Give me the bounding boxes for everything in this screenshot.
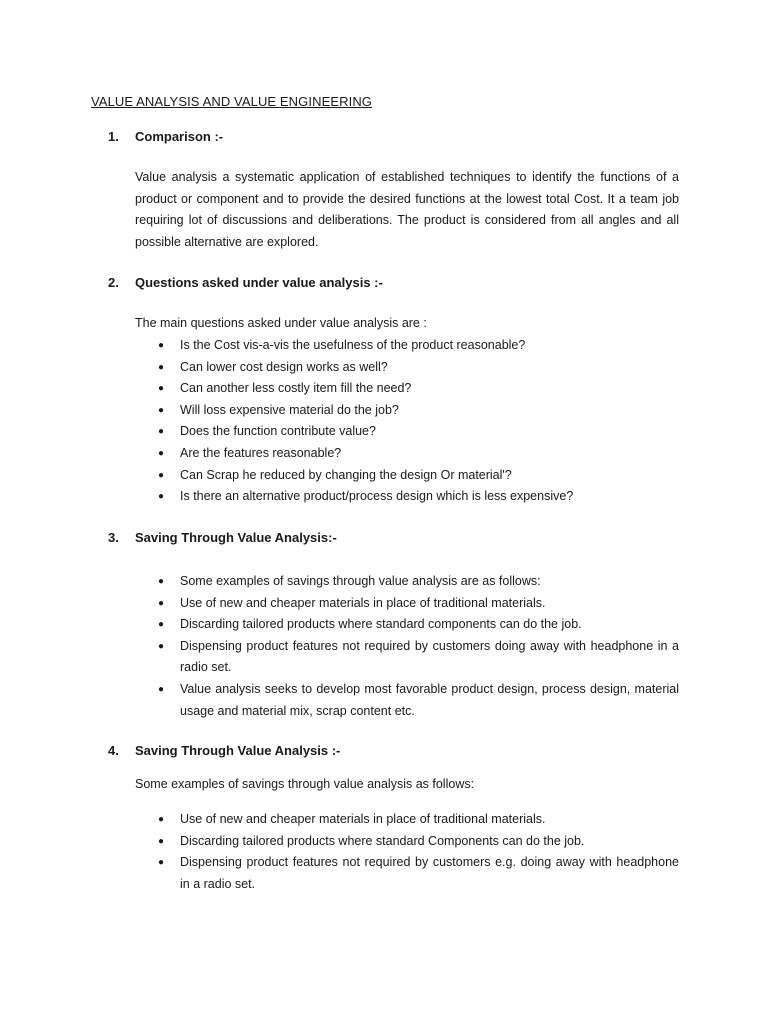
section-2-intro: The main questions asked under value analysis are : <box>135 316 427 330</box>
section-1-number: 1. <box>108 129 119 144</box>
list-item <box>135 636 679 679</box>
section-1-heading <box>108 129 223 144</box>
list-item <box>135 809 679 831</box>
list-item <box>135 465 679 487</box>
list-item-text: Dispensing product features not required by customers doing away with headphone in a radio set. <box>180 638 679 675</box>
section-4-savings-list <box>135 809 679 895</box>
list-item-text: Discarding tailored products where standard components can do the job. <box>180 617 582 632</box>
list-item-text: Can lower cost design works as well? <box>180 359 388 374</box>
list-item <box>135 571 679 593</box>
list-item <box>135 486 679 508</box>
section-3-number: 3. <box>108 530 119 545</box>
list-item-text: Use of new and cheaper materials in place of traditional materials. <box>180 812 546 826</box>
bullet-icon: ● <box>158 576 165 587</box>
section-2-title: Questions asked under value analysis :- <box>135 275 383 290</box>
section-3-title: Saving Through Value Analysis:- <box>135 530 337 545</box>
list-item-text: Is there an alternative product/process design which is less expensive? <box>180 489 574 504</box>
section-2-heading <box>108 275 383 290</box>
section-4-intro: Some examples of savings through value analysis as follows: <box>135 777 475 791</box>
bullet-icon: ● <box>158 835 165 847</box>
list-item <box>135 400 679 422</box>
bullet-icon: ● <box>158 404 165 416</box>
bullet-icon: ● <box>158 857 165 869</box>
list-item <box>135 421 679 443</box>
list-item-text: Can another less costly item fill the need? <box>180 381 412 396</box>
list-item <box>135 852 679 895</box>
list-item-text: Can Scrap he reduced by changing the design Or material'? <box>180 467 512 482</box>
list-item-text: Will loss expensive material do the job? <box>180 402 399 417</box>
bullet-icon: ● <box>158 640 165 652</box>
bullet-icon: ● <box>158 383 165 395</box>
bullet-icon: ● <box>158 619 165 631</box>
section-3-heading <box>108 530 337 545</box>
bullet-icon: ● <box>158 447 165 459</box>
list-item-text: Are the features reasonable? <box>180 445 342 460</box>
list-item <box>135 335 679 357</box>
section-2-question-list <box>135 335 679 508</box>
bullet-icon: ● <box>158 469 165 481</box>
list-item-text: Value analysis seeks to develop most favorable product design, process design, material usage and material mix, scrap content etc. <box>180 681 679 718</box>
bullet-icon: ● <box>158 426 165 438</box>
list-item-text: Does the function contribute value? <box>180 424 376 439</box>
list-item <box>135 593 679 615</box>
section-3-savings-list <box>135 571 679 722</box>
bullet-icon: ● <box>158 597 165 609</box>
bullet-icon: ● <box>158 361 165 373</box>
list-item <box>135 614 679 636</box>
section-1-title: Comparison :- <box>135 129 224 144</box>
list-item <box>135 357 679 379</box>
section-2-number: 2. <box>108 275 119 290</box>
list-item-text: Dispensing product features not required by customers e.g. doing away with headphone in a radio set. <box>180 855 679 891</box>
list-item <box>135 679 679 722</box>
list-item <box>135 378 679 400</box>
bullet-icon: ● <box>158 340 165 351</box>
list-item-text: Discarding tailored products where standard Components can do the job. <box>180 833 585 848</box>
list-item-text: Is the Cost vis-a-vis the usefulness of the product reasonable? <box>180 338 526 352</box>
list-item <box>135 443 679 465</box>
list-item-text: Use of new and cheaper materials in place of traditional materials. <box>180 595 546 610</box>
section-1-paragraph: Value analysis a systematic application of established techniques to identify the functions of a product or component and to provide the desired functions at the lowest total Cost. It a team job requiring lot of discussions and deliberations. The product is considered from all angles and all possible alternative are explored. <box>135 170 679 249</box>
bullet-icon: ● <box>158 683 165 695</box>
list-item <box>135 831 679 853</box>
bullet-icon: ● <box>158 814 165 825</box>
list-item-text: Some examples of savings through value analysis are as follows: <box>180 574 541 588</box>
document-title: VALUE ANALYSIS AND VALUE ENGINEERING <box>91 94 373 109</box>
section-4-number: 4. <box>108 743 119 758</box>
section-4-title: Saving Through Value Analysis :- <box>135 743 341 758</box>
bullet-icon: ● <box>158 491 165 503</box>
section-4-heading <box>108 743 340 758</box>
